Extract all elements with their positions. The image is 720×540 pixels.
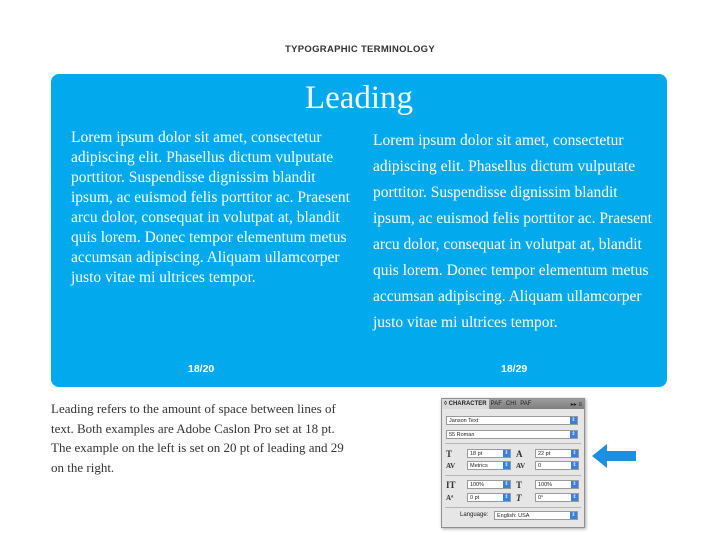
skew-field[interactable]	[535, 493, 579, 502]
skew-icon: T	[516, 493, 522, 503]
leading-icon: A	[516, 449, 523, 459]
baseline-shift-stepper-icon[interactable]: ⇕	[504, 494, 509, 500]
leading-field[interactable]	[535, 449, 579, 458]
tracking-stepper-icon[interactable]: ⇕	[572, 462, 577, 468]
font-size-field[interactable]	[467, 449, 511, 458]
vertical-scale-stepper-icon[interactable]: ⇕	[504, 481, 509, 487]
skew-value: 0°	[538, 495, 544, 501]
leading-label-left: 18/20	[188, 363, 215, 375]
baseline-shift-value: 0 pt	[470, 495, 480, 501]
horizontal-scale-stepper-icon[interactable]: ⇕	[572, 481, 577, 487]
font-style-field[interactable]	[446, 430, 578, 439]
font-family-value: Janson Text	[449, 418, 479, 424]
palette-divider	[445, 443, 581, 444]
leading-example-panel	[51, 74, 667, 387]
vertical-scale-icon: IT	[446, 480, 456, 490]
leading-stepper-icon[interactable]: ⇕	[572, 450, 577, 456]
font-style-value: 55 Roman	[449, 432, 475, 438]
kerning-stepper-icon[interactable]: ⇕	[504, 462, 509, 468]
horizontal-scale-value: 100%	[538, 482, 553, 488]
section-header: TYPOGRAPHIC TERMINOLOGY	[285, 44, 435, 55]
palette-divider	[445, 507, 581, 508]
font-family-dropdown-icon[interactable]: ⇕	[571, 417, 576, 423]
font-size-stepper-icon[interactable]: ⇕	[504, 450, 509, 456]
vertical-scale-field[interactable]	[467, 480, 511, 489]
kerning-value: Metrics	[470, 463, 488, 469]
horizontal-scale-icon: T	[516, 480, 523, 490]
sample-text-tight: Lorem ipsum dolor sit amet, consectetur adipiscing elit. Phasellus dictum vulputate porttitor. Suspendisse dignissim blandit ipsum, ac euismod felis porttitor ac. Praesent arcu dolor, consequat in volutpat at, blandit quis lorem. Donec tempor elementum metus accumsan adipiscing. Aliquam ullamcorper justo vitae mi ultrices tempor.	[71, 129, 350, 286]
font-size-icon: T	[446, 449, 453, 459]
leading-label-right: 18/29	[501, 363, 528, 375]
palette-tab-bar	[442, 399, 584, 409]
tracking-icon: AV	[516, 462, 526, 470]
font-size-value: 18 pt	[470, 451, 483, 457]
character-palette	[441, 398, 585, 528]
kerning-field[interactable]	[467, 461, 511, 470]
tracking-value: 0	[538, 463, 542, 469]
palette-menu-icon[interactable]: ▸▸ ≡	[570, 401, 582, 408]
tab-paragraph[interactable]: PAF	[490, 401, 502, 407]
kerning-icon: AV	[446, 462, 456, 470]
language-dropdown-icon[interactable]: ⇕	[571, 512, 576, 518]
vertical-scale-value: 100%	[470, 482, 485, 488]
language-dropdown[interactable]	[494, 511, 578, 520]
tab-paragraph-styles[interactable]: PAF	[520, 401, 532, 407]
panel-title: Leading	[304, 80, 414, 116]
font-family-field[interactable]	[446, 416, 578, 425]
leading-value: 22 pt	[538, 451, 551, 457]
baseline-shift-field[interactable]	[467, 493, 511, 502]
skew-stepper-icon[interactable]: ⇕	[572, 494, 577, 500]
baseline-shift-icon: Aª	[446, 494, 454, 502]
palette-divider	[445, 475, 581, 476]
tab-character[interactable]: ◊ CHARACTER	[444, 401, 487, 407]
language-value: English: USA	[497, 513, 530, 519]
left-arrow-icon	[592, 443, 636, 469]
font-style-dropdown-icon[interactable]: ⇕	[571, 431, 576, 437]
description-text: Leading refers to the amount of space between lines of text. Both examples are Adobe Caslon Pro set at 18 pt. The example on the left is set on 20 pt of leading and 29 on the right.	[51, 401, 344, 475]
sample-text-loose: Lorem ipsum dolor sit amet, consectetur adipiscing elit. Phasellus dictum vulputate porttitor. Suspendisse dignissim blandit ipsum, ac euismod felis porttitor ac. Praesent arcu dolor, consequat in volutpat at, blandit quis lorem. Donec tempor elementum metus accumsan adipiscing. Aliquam ullamcorper justo vitae mi ultrices tempor.	[373, 132, 652, 331]
tracking-field[interactable]	[535, 461, 579, 470]
tab-character-styles[interactable]: CHI	[505, 401, 517, 407]
language-label: Language:	[460, 512, 489, 518]
horizontal-scale-field[interactable]	[535, 480, 579, 489]
